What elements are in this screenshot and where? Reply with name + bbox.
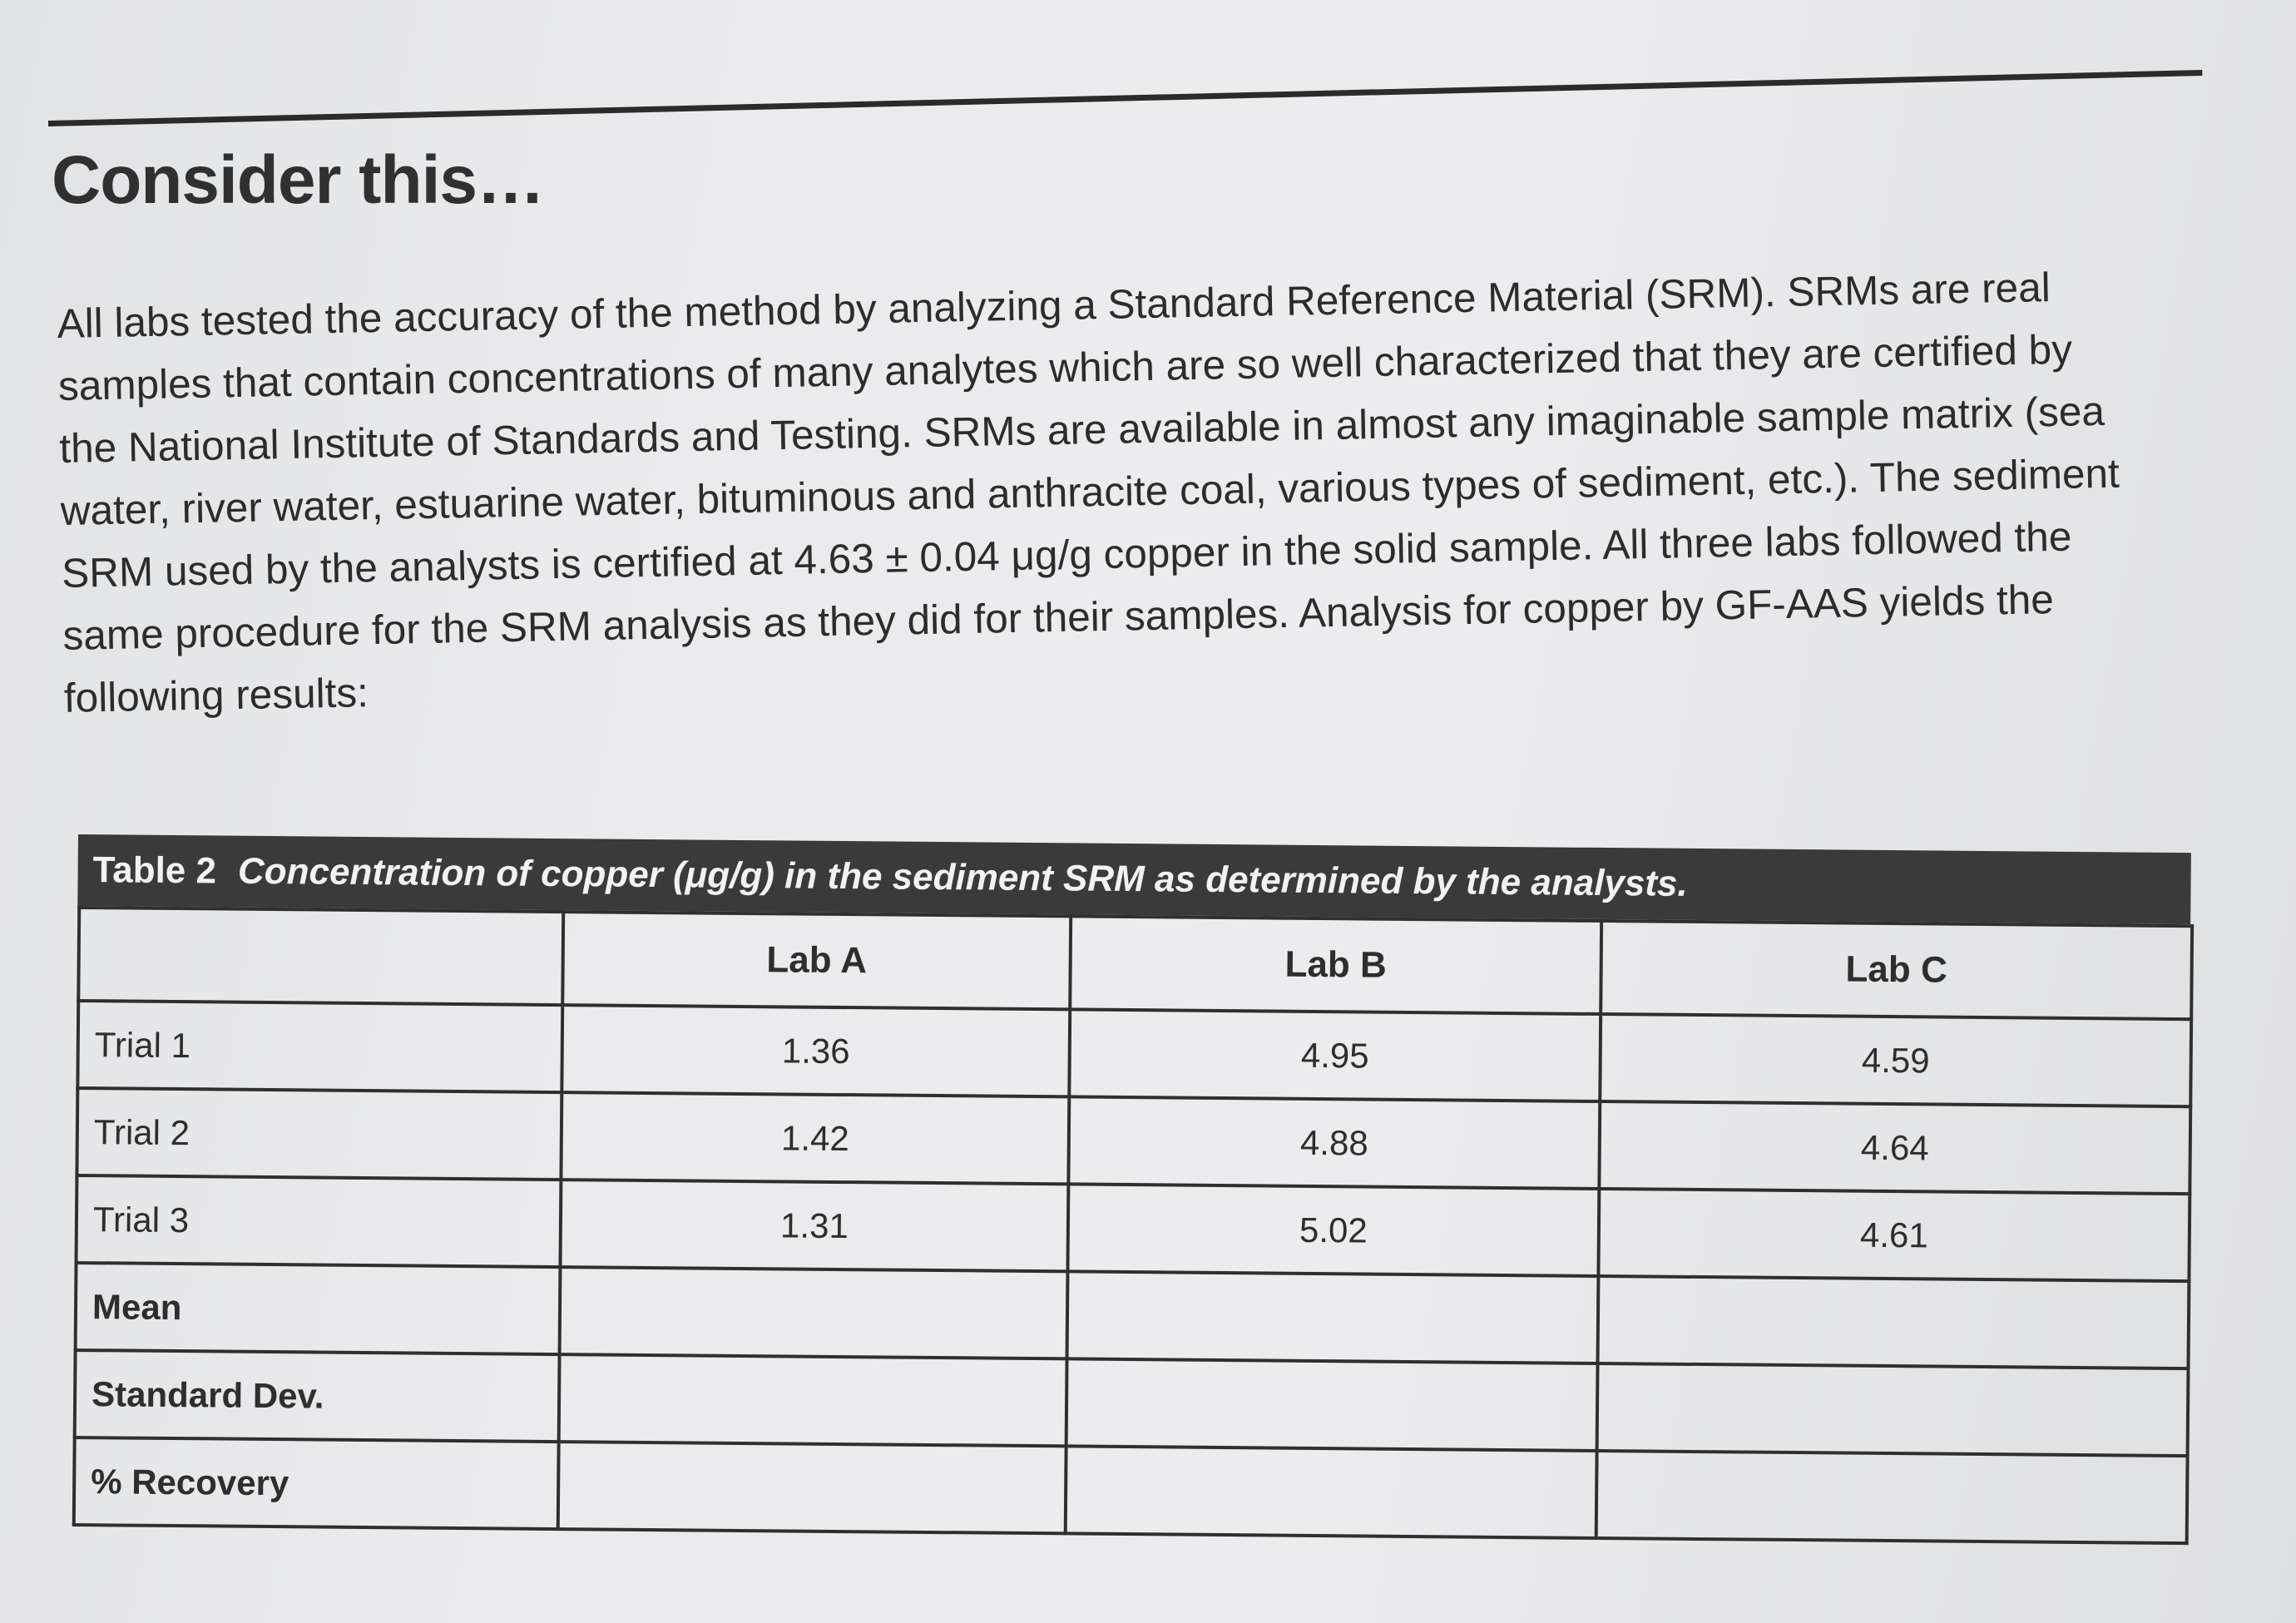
cell-lab-c-blank[interactable] (1598, 1276, 2190, 1368)
cell-lab-a-blank[interactable] (559, 1354, 1067, 1446)
cell-lab-a: 1.42 (561, 1092, 1069, 1184)
cell-lab-c: 4.61 (1598, 1189, 2190, 1281)
cell-lab-a-blank[interactable] (560, 1267, 1068, 1358)
row-label-trial-3: Trial 3 (77, 1175, 562, 1267)
column-header-lab-a: Lab A (562, 912, 1071, 1009)
cell-lab-b-blank[interactable] (1066, 1446, 1597, 1538)
table-caption-text: Concentration of copper (μg/g) in the sediment SRM as determined by the analysts. (237, 850, 1688, 904)
cell-lab-a: 1.36 (562, 1005, 1070, 1096)
cell-lab-c: 4.59 (1600, 1014, 2191, 1106)
table-header-row (78, 908, 2192, 1019)
paragraph-line: following results: (63, 670, 369, 721)
row-label-mean: Mean (76, 1263, 561, 1354)
cell-lab-b: 5.02 (1067, 1184, 1599, 1276)
cell-lab-b-blank[interactable] (1066, 1358, 1598, 1451)
paragraph-line: the National Institute of Standards and Testing. SRMs are available in almost any imaginable sample matrix (sea (58, 388, 2105, 472)
results-table (72, 834, 2191, 1535)
cell-lab-a: 1.31 (560, 1180, 1068, 1271)
paragraph-line: SRM used by the analysts is certified at 4.63 ± 0.04 μg/g copper in the solid sample. All three labs followed the (61, 513, 2072, 596)
table-number: Table 2 (92, 849, 217, 892)
paragraph-line: All labs tested the accuracy of the method by analyzing a Standard Reference Material (SRM). SRMs are real (57, 265, 2051, 347)
row-label-trial-2: Trial 2 (77, 1088, 562, 1180)
data-table (72, 906, 2194, 1545)
column-header-lab-b: Lab B (1070, 916, 1601, 1014)
row-label-standard-dev: Standard Dev. (75, 1350, 560, 1442)
section-title: Consider this… (52, 142, 544, 218)
paragraph-line: samples that contain concentrations of many analytes which are so well characterized that they are certified by (57, 326, 2073, 409)
cell-lab-c-blank[interactable] (1597, 1363, 2189, 1456)
cell-lab-c: 4.64 (1599, 1101, 2190, 1194)
cell-lab-c-blank[interactable] (1596, 1451, 2188, 1543)
body-paragraph (57, 254, 2194, 730)
row-label-percent-recovery: % Recovery (74, 1437, 559, 1529)
paragraph-line: water, river water, estuarine water, bituminous and anthracite coal, various types of sediment, etc.). The sediment (60, 450, 2120, 534)
column-header-lab-c: Lab C (1601, 921, 2192, 1019)
cell-lab-b-blank[interactable] (1067, 1271, 1599, 1363)
header-rule (48, 70, 2202, 126)
cell-lab-b: 4.88 (1068, 1096, 1600, 1189)
table-row (74, 1437, 2188, 1543)
row-label-trial-1: Trial 1 (77, 1001, 562, 1092)
column-header-blank (78, 908, 563, 1005)
cell-lab-a-blank[interactable] (558, 1442, 1066, 1533)
paragraph-line: same procedure for the SRM analysis as they did for their samples. Analysis for copper by GF-AAS yields the (62, 576, 2055, 659)
cell-lab-b: 4.95 (1069, 1009, 1601, 1101)
